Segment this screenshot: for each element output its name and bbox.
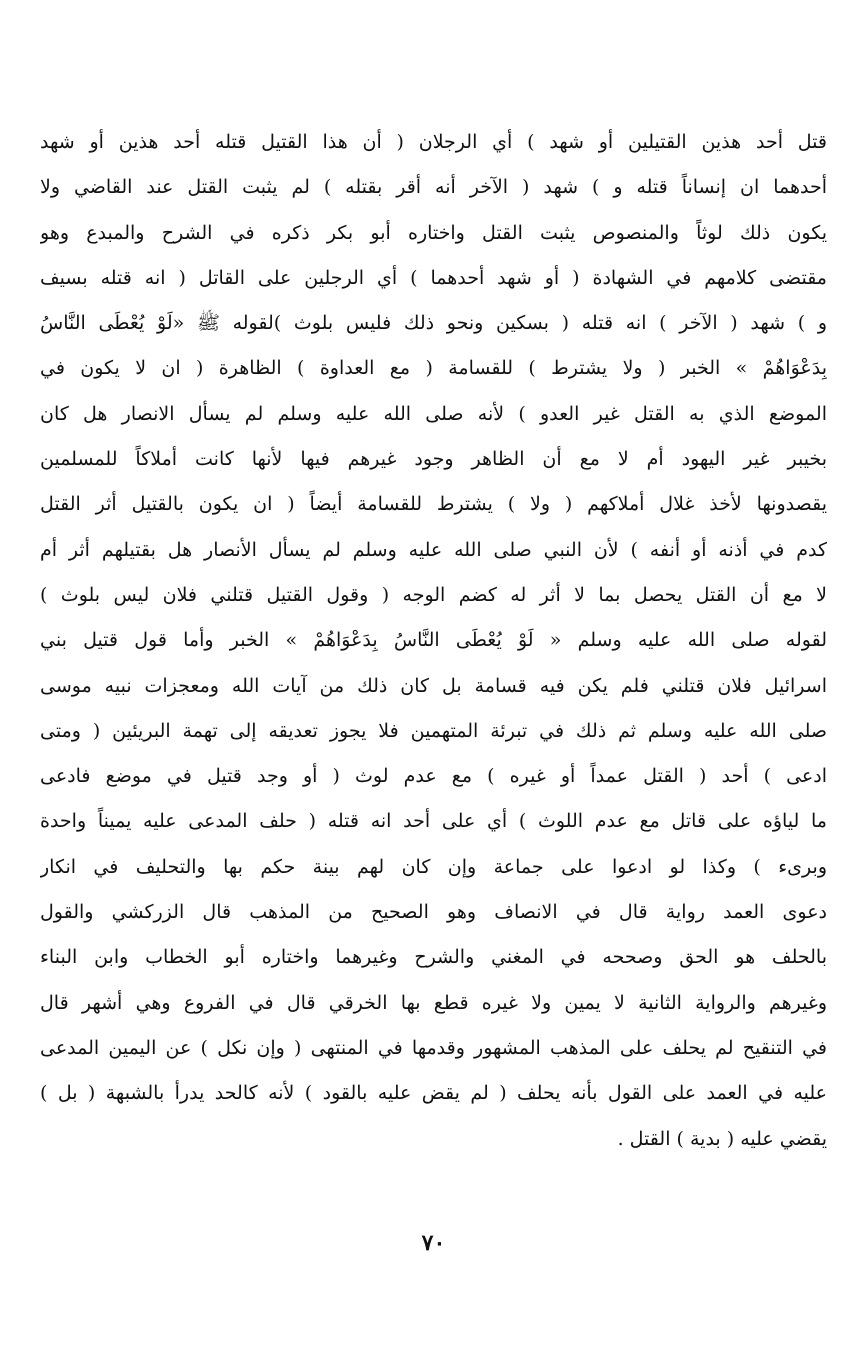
- text-line-11: لا مع أن القتل يحصل بما لا أثر له كضم الوجه ( وقول القتيل قتلني فلان ليس بلوث ): [40, 583, 827, 606]
- body-text: [40, 120, 827, 1162]
- text-line-19: بالحلف هو الحق وصححه في المغني والشرح وغيرهما واختاره أبو الخطاب وابن البناء: [40, 946, 827, 969]
- text-line-8: بخيبر غير اليهود أم لا مع أن الظاهر وجود غيرهم فيها لأنها كانت أملاكاً للمسلمين: [40, 448, 827, 471]
- text-line-13: اسرائيل فلان قتلني فلم يكن فيه قسامة بل كان ذلك من آيات الله ومعجزات نبيه موسى: [40, 674, 827, 697]
- text-line-21: في التنقيح لم يحلف على المذهب المشهور وقدمها في المنتهى ( وإن نكل ) عن اليمين المدعى: [40, 1036, 827, 1059]
- text-line-22: عليه في العمد على القول بأنه يحلف ( لم يقض عليه بالقود ) لأنه كالحد يدرأ بالشبهة ( بل ): [40, 1082, 827, 1105]
- text-line-14: صلى الله عليه وسلم ثم ذلك في تبرئة المتهمين فلا يجوز تعديقه إلى تهمة البريئين ( ومتى: [40, 719, 827, 742]
- text-line-17: وبرىء ) وكذا لو ادعوا على جماعة وإن كان لهم بينة حكم بها والتحليف في انكار: [40, 855, 827, 878]
- text-line-1: قتل أحد هذين القتيلين أو شهد ) أي الرجلان ( أن هذا القتيل قتله أحد هذين أو شهد: [40, 131, 827, 153]
- text-line-18: دعوى العمد رواية قال في الانصاف وهو الصحيح من المذهب قال الزركشي والقول: [40, 901, 827, 924]
- text-line-4: مقتضى كلامهم في الشهادة ( أو شهد أحدهما ) أي الرجلين على القاتل ( انه قتله بسيف: [40, 266, 827, 289]
- text-line-5: و ) شهد ( الآخر ) انه قتله ( بسكين ونحو ذلك فليس بلوث )لقوله ﷺ «لَوْ يُعْطَى النَّاسُ: [40, 312, 827, 335]
- text-line-23: يقضي عليه ( بدية ) القتل .: [617, 1127, 827, 1150]
- text-line-10: كدم في أذنه أو أنفه ) لأن النبي صلى الله عليه وسلم لم يسأل الأنصار هل بقتيلهم أثر أم: [40, 538, 827, 561]
- text-line-6: بِدَعْوَاهُمْ » الخبر ( ولا يشترط ) للقسامة ( مع العداوة ) الظاهرة ( ان لا يكون في: [40, 357, 827, 380]
- page-number: ٧٠: [421, 1230, 446, 1256]
- text-line-15: ادعى ) أحد ( القتل عمداً أو غيره ) مع عدم لوث ( أو وجد قتيل في موضع فادعى: [40, 765, 827, 788]
- text-line-7: الموضع الذي به القتل غير العدو ) لأنه صلى الله عليه وسلم لم يسأل الانصار هل كان: [40, 402, 827, 425]
- text-line-16: ما لياؤه على قاتل مع عدم اللوث ) أي على أحد انه قتله ( حلف المدعى عليه يميناً واحدة: [40, 810, 827, 833]
- text-line-9: يقصدونها لأخذ غلال أملاكهم ( ولا ) يشترط للقسامة أيضاً ( ان يكون بالقتيل أثر القتل: [40, 493, 827, 516]
- text-line-2: أحدهما ان إنساناً قتله و ) شهد ( الآخر أنه أقر بقتله ) لم يثبت القتل عند القاضي ولا: [40, 176, 827, 199]
- text-line-12: لقوله صلى الله عليه وسلم « لَوْ يُعْطَى النَّاسُ بِدَعْوَاهُمْ » الخبر وأما قول قتيل بني: [40, 629, 827, 652]
- text-line-20: وغيرهم والرواية الثانية لا يمين ولا غيره قطع بها الخرقي قال في الفروع وهي أشهر قال: [40, 991, 827, 1014]
- text-line-3: يكون ذلك لوثاً والمنصوص يثبت القتل واختاره أبو بكر ذكره في الشرح والمبدع وهو: [40, 221, 827, 244]
